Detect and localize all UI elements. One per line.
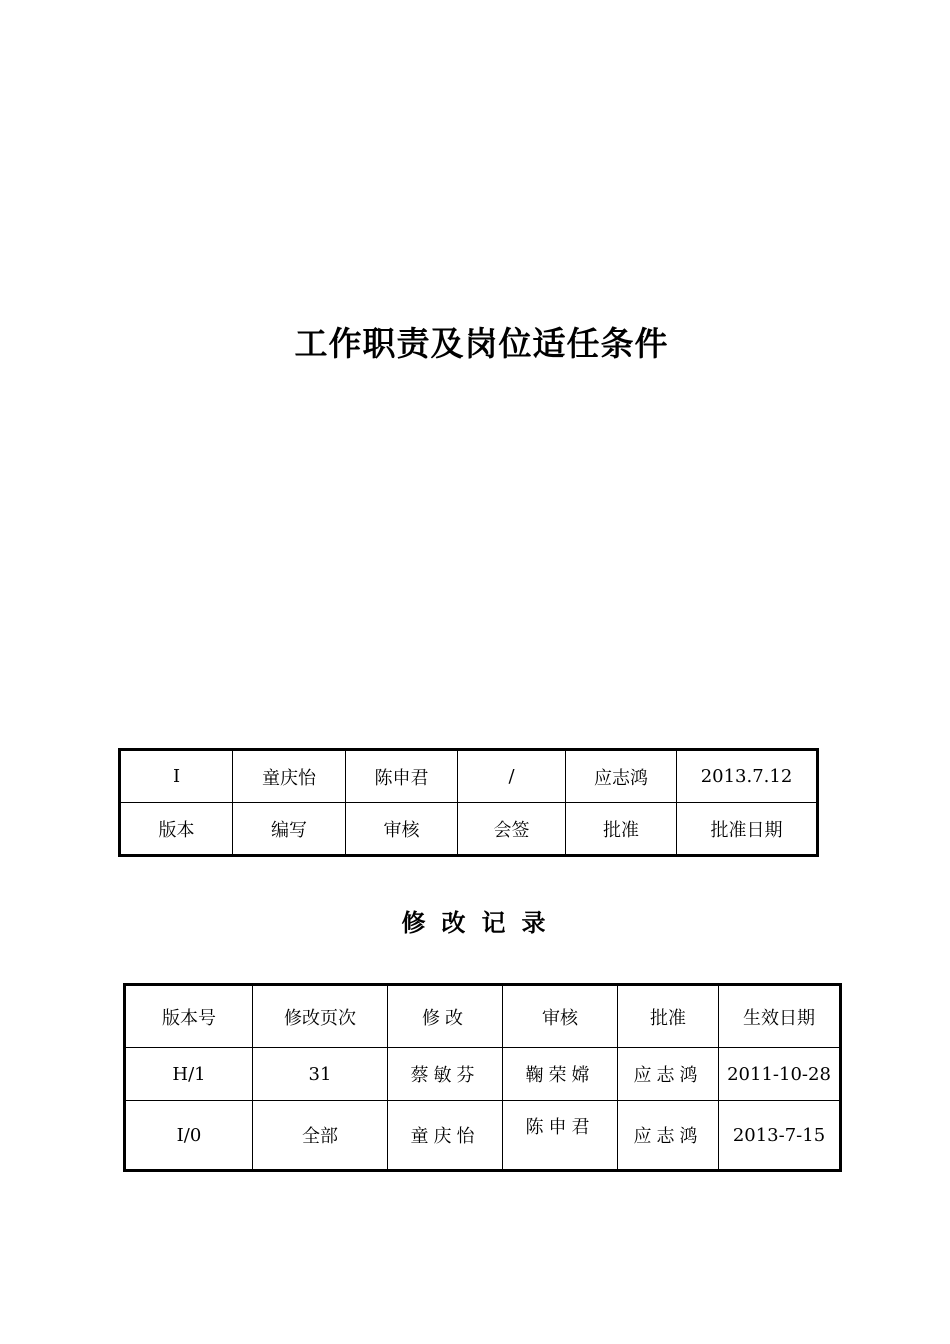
row-pages: 全部 — [253, 1101, 388, 1171]
row-effective-date: 2013-7-15 — [719, 1101, 841, 1171]
row-modified-by: 童庆怡 — [388, 1101, 503, 1171]
row-reviewed-by: 鞠荣嫦 — [503, 1048, 618, 1101]
row-reviewed-by: 陈申君 — [503, 1101, 618, 1171]
version-value: I — [120, 750, 233, 803]
row-version: I/0 — [125, 1101, 253, 1171]
row-approved-by: 应志鸿 — [618, 1101, 719, 1171]
version-label: 版本 — [120, 803, 233, 856]
row-pages: 31 — [253, 1048, 388, 1101]
approval-table — [118, 748, 819, 857]
header-modified-pages: 修改页次 — [253, 985, 388, 1048]
approval-values-row — [120, 750, 818, 803]
header-modified-by: 修改 — [388, 985, 503, 1048]
approval-date-label: 批准日期 — [677, 803, 818, 856]
revision-record-table — [123, 983, 842, 1172]
header-effective-date: 生效日期 — [719, 985, 841, 1048]
countersign-value: / — [458, 750, 566, 803]
author-value: 童庆怡 — [233, 750, 346, 803]
approval-date-value: 2013.7.12 — [677, 750, 818, 803]
approval-labels-row — [120, 803, 818, 856]
row-approved-by: 应志鸿 — [618, 1048, 719, 1101]
row-version: H/1 — [125, 1048, 253, 1101]
table-row — [125, 1101, 841, 1171]
approver-label: 批准 — [566, 803, 677, 856]
row-effective-date: 2011-10-28 — [719, 1048, 841, 1101]
table-row — [125, 1048, 841, 1101]
author-label: 编写 — [233, 803, 346, 856]
header-version-number: 版本号 — [125, 985, 253, 1048]
document-title: 工作职责及岗位适任条件 — [294, 324, 669, 363]
revision-header-row — [125, 985, 841, 1048]
revision-record-title: 修改记录 — [401, 908, 562, 937]
approver-value: 应志鸿 — [566, 750, 677, 803]
countersign-label: 会签 — [458, 803, 566, 856]
reviewer-value: 陈申君 — [346, 750, 458, 803]
row-modified-by: 蔡敏芬 — [388, 1048, 503, 1101]
header-approved-by: 批准 — [618, 985, 719, 1048]
reviewer-label: 审核 — [346, 803, 458, 856]
header-reviewed-by: 审核 — [503, 985, 618, 1048]
